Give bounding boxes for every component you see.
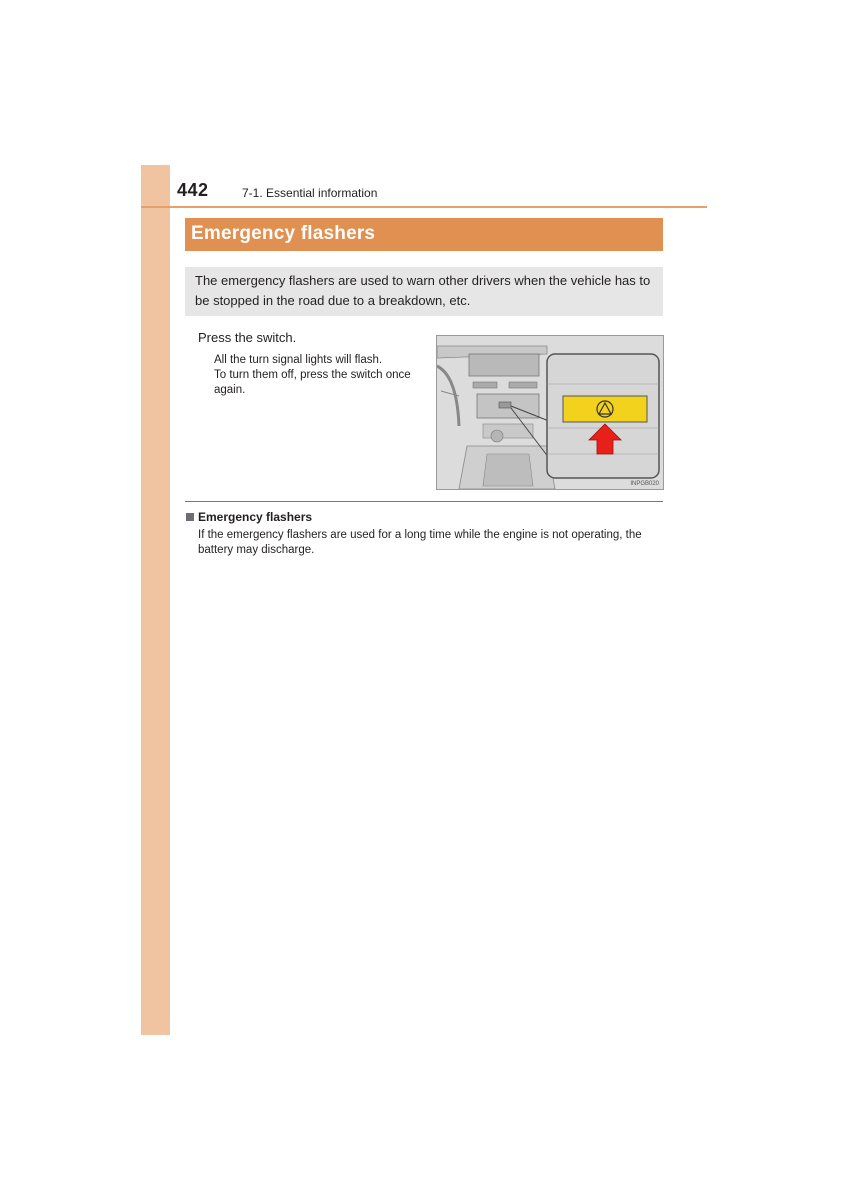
square-bullet-icon (186, 513, 194, 521)
note-heading-text: Emergency flashers (198, 510, 313, 524)
intro-box (185, 267, 663, 316)
chapter-side-tab (141, 165, 170, 1035)
dashboard-drawing (437, 336, 663, 489)
note-text: If the emergency flashers are used for a long time while the engine is not operating, the battery may discharge. (198, 529, 642, 556)
step-details (214, 353, 426, 398)
note-heading (186, 510, 312, 524)
header-rule (141, 206, 707, 208)
page-number: 442 (177, 180, 209, 200)
dashboard-illustration (436, 335, 664, 490)
step-detail-flash: All the turn signal lights will flash. (214, 354, 383, 366)
section-divider (185, 501, 663, 502)
step-instruction: Press the switch. (198, 330, 297, 345)
chapter-title: 7-1. Essential information (242, 186, 378, 200)
section-banner (185, 218, 663, 251)
section-title: Emergency flashers (191, 223, 376, 244)
step-detail-turn-off: To turn them off, press the switch once again. (214, 369, 411, 396)
figure-code: INPGB020 (630, 481, 659, 487)
intro-text: The emergency flashers are used to warn other drivers when the vehicle has to be stopped in the road due to a breakdown, etc. (195, 273, 651, 308)
